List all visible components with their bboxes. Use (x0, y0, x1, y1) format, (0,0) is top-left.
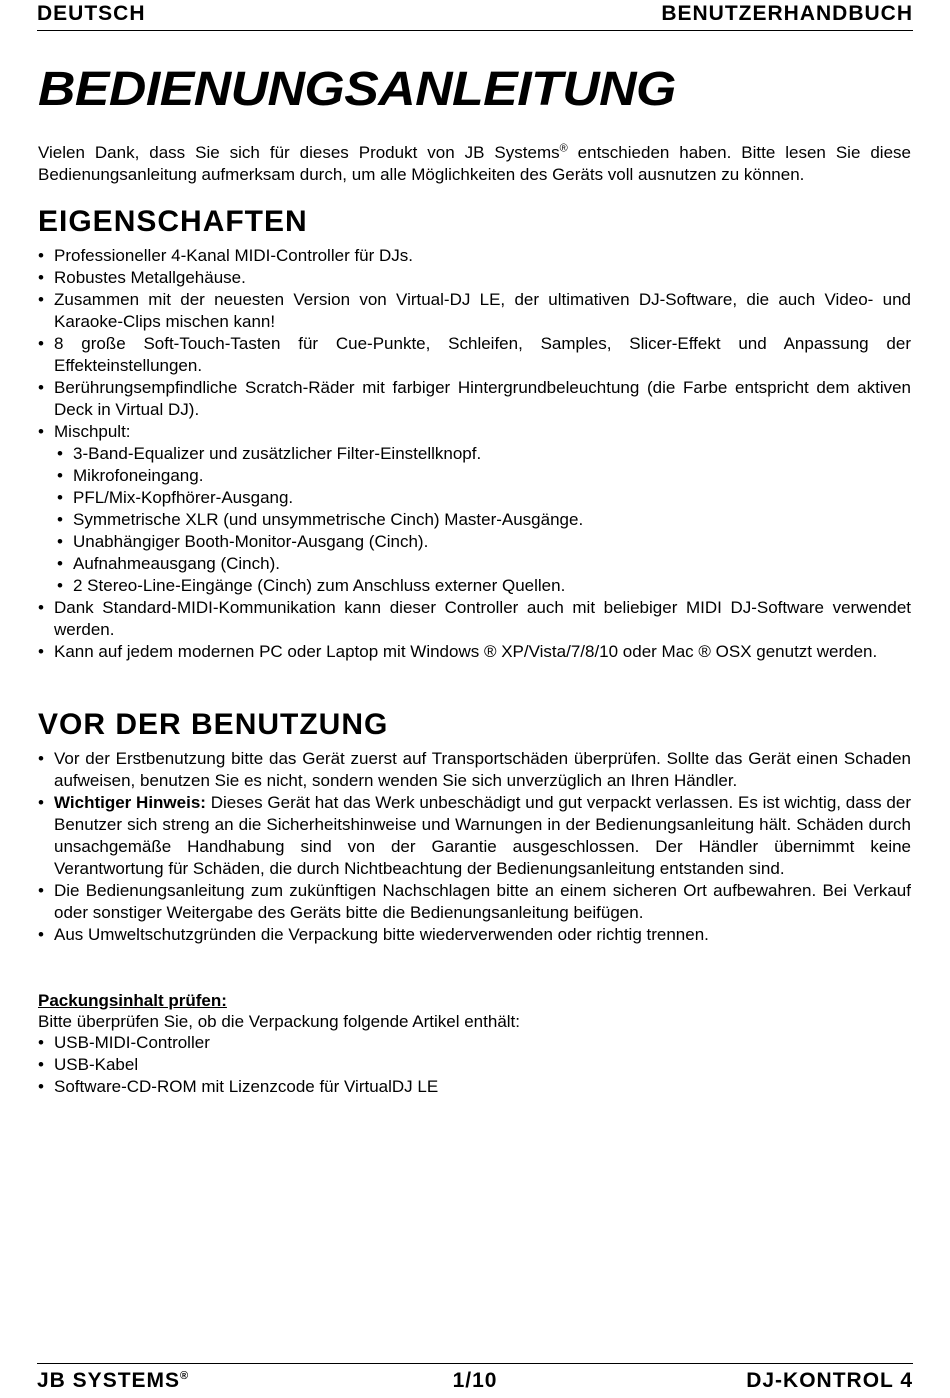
list-item: • Die Bedienungsanleitung zum zukünftigen Nachschlagen bitte an einem sicheren Ort aufbewahren. Bei Verkauf oder sonstiger Weitergabe des Geräts bitte die Bedienungsanleitung beifügen. (38, 880, 911, 924)
list-item: • USB-Kabel (38, 1054, 911, 1076)
list-item: • Unabhängiger Booth-Monitor-Ausgang (Cinch). (38, 531, 911, 553)
package-heading: Packungsinhalt prüfen: (38, 991, 227, 1010)
list-item: • Aufnahmeausgang (Cinch). (38, 553, 911, 575)
list-item: • USB-MIDI-Controller (38, 1032, 911, 1054)
registered-mark: ® (180, 1370, 190, 1382)
list-item: • 2 Stereo-Line-Eingänge (Cinch) zum Anschluss externer Quellen. (38, 575, 911, 597)
features-heading: EIGENSCHAFTEN (38, 205, 308, 238)
package-list (38, 1032, 911, 1098)
list-item: • PFL/Mix-Kopfhörer-Ausgang. (38, 487, 911, 509)
footer-brand-text: JB SYSTEMS (37, 1369, 181, 1392)
list-item: • Zusammen mit der neuesten Version von Virtual-DJ LE, der ultimativen DJ-Software, die auch Video- und Karaoke-Clips mischen kann! (38, 289, 911, 333)
list-item: • 3-Band-Equalizer und zusätzlicher Filter-Einstellknopf. (38, 443, 911, 465)
list-item: • Vor der Erstbenutzung bitte das Gerät zuerst auf Transportschäden überprüfen. Sollte das Gerät einen Schaden aufweisen, benutzen Sie es nicht, sondern wenden Sie sich unverzüglich an Ihren Händler. (38, 748, 911, 792)
list-item: • Kann auf jedem modernen PC oder Laptop mit Windows ® XP/Vista/7/8/10 oder Mac ® OSX genutzt werden. (38, 641, 911, 663)
list-item: • Mischpult: (38, 421, 911, 443)
list-item: • Software-CD-ROM mit Lizenzcode für VirtualDJ LE (38, 1076, 911, 1098)
list-item: • 8 große Soft-Touch-Tasten für Cue-Punkte, Schleifen, Samples, Slicer-Effekt und Anpassung der Effekteinstellungen. (38, 333, 911, 377)
page-footer (37, 1363, 913, 1398)
page-header (37, 0, 913, 31)
header-language: DEUTSCH (37, 2, 146, 25)
important-note-label: Wichtiger Hinweis: (54, 793, 206, 812)
intro-after: entschieden haben. Bitte lesen Sie diese Bedienungsanleitung aufmerksam durch, um alle Möglichkeiten des Geräts voll ausnutzen zu können. (38, 143, 911, 184)
header-doc-type: BENUTZERHANDBUCH (661, 2, 913, 25)
page-title: BEDIENUNGSANLEITUNG (38, 63, 676, 116)
list-item: • Professioneller 4-Kanal MIDI-Controller für DJs. (38, 245, 911, 267)
list-item: • Symmetrische XLR (und unsymmetrische Cinch) Master-Ausgänge. (38, 509, 911, 531)
important-note-text: Dieses Gerät hat das Werk unbeschädigt und gut verpackt verlassen. Es ist wichtig, dass der Benutzer sich streng an die Sicherheitshinweise und Warnungen in der Bedienungsanleitung hält. Schäden durch unsachgemäße Handhabung sind von der Garantie ausgeschlossen. Der Händler übernimmt keine Verantwortung für Schäden, die durch Nichtbeachtung der Bedienungsanleitung entstanden sind. (54, 793, 911, 878)
features-list (38, 245, 911, 663)
intro-paragraph (38, 142, 911, 186)
before-use-list (38, 748, 911, 946)
footer-product: DJ-KONTROL 4 (746, 1369, 913, 1392)
before-use-heading: VOR DER BENUTZUNG (38, 708, 389, 741)
page-number: 1/10 (452, 1369, 498, 1392)
intro-before: Vielen Dank, dass Sie sich für dieses Produkt von JB Systems (38, 143, 560, 162)
footer-brand (37, 1369, 189, 1393)
registered-mark: ® (559, 142, 568, 155)
list-item: • Robustes Metallgehäuse. (38, 267, 911, 289)
list-item: • Dank Standard-MIDI-Kommunikation kann dieser Controller auch mit beliebiger MIDI DJ-Software verwendet werden. (38, 597, 911, 641)
list-item: • Mikrofoneingang. (38, 465, 911, 487)
package-text: Bitte überprüfen Sie, ob die Verpackung folgende Artikel enthält: (38, 1012, 520, 1031)
list-item: • Berührungsempfindliche Scratch-Räder mit farbiger Hintergrundbeleuchtung (die Farbe entspricht dem aktiven Deck in Virtual DJ). (38, 377, 911, 421)
list-item (38, 792, 911, 880)
list-item: • Aus Umweltschutzgründen die Verpackung bitte wiederverwenden oder richtig trennen. (38, 924, 911, 946)
mixer-sublist (38, 443, 911, 597)
